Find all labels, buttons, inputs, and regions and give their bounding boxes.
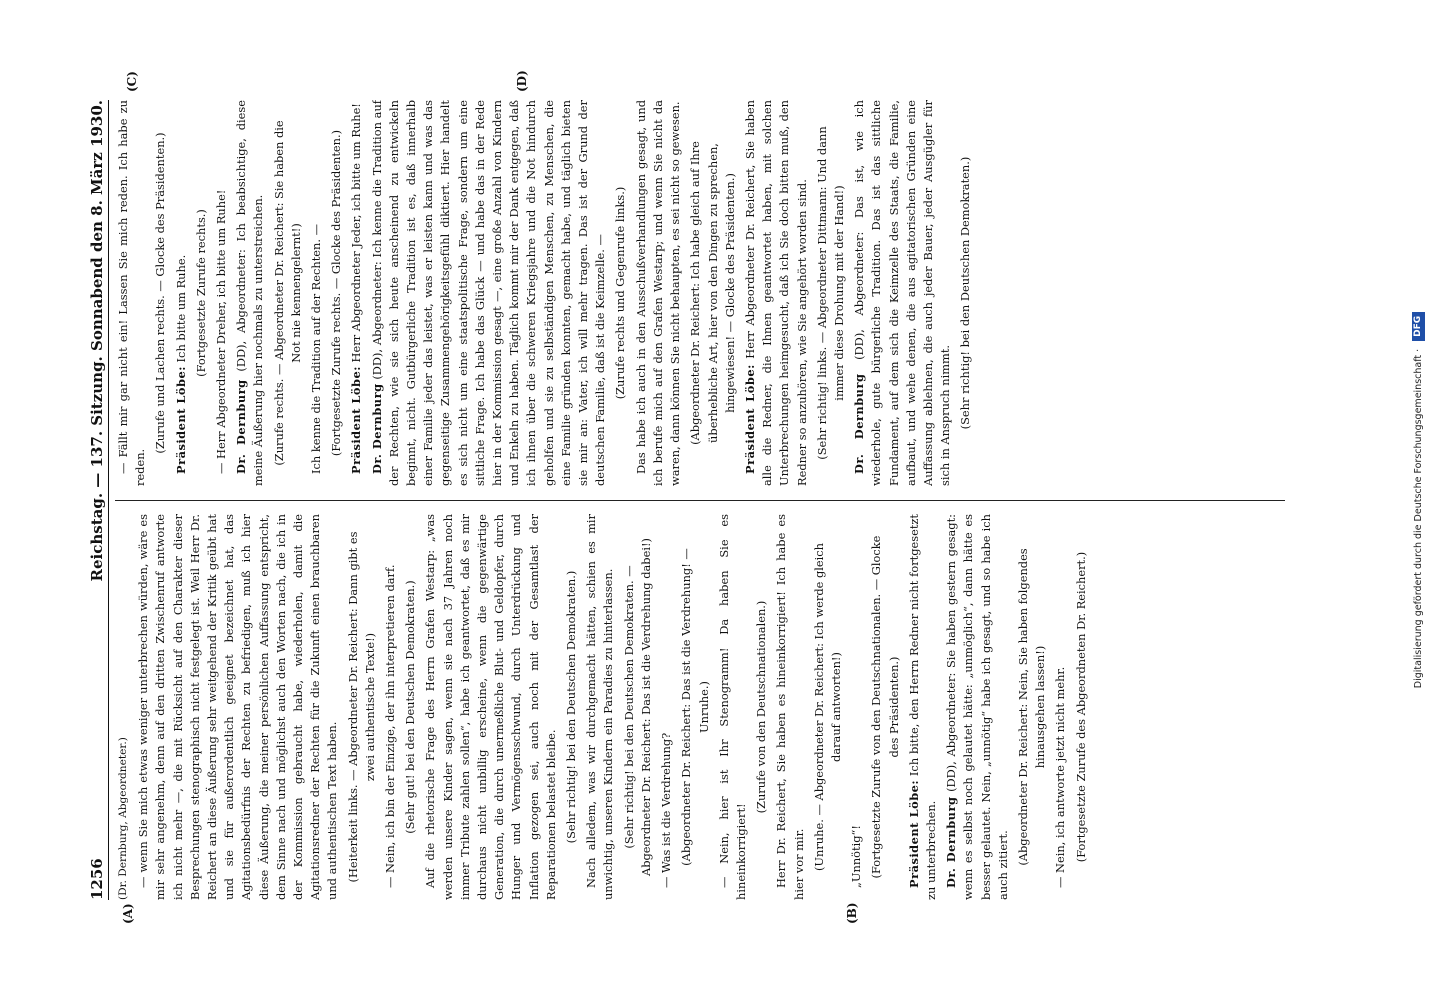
paragraph: — wenn Sie mich etwas weniger unterbrechen würden, wäre es mir sehr angenehm, denn auf den dritten Zwischenruf antworte ich nicht mehr —, die mit Rücksicht auf den Charakter dieser Besprechungen stenographisch nicht festgelegt ist. Weil Herr Dr. Reichert an diese Äußerung sehr weitgehend der Kritik geübt hat und sie für außerordentlich geeignet bezeichnet hat, das Agitationsbedürfnis der Rechten zu befriedigen, muß ich hier diese Äußerung, die meiner persönlichen Auffassung entspricht, dem Sinne nach und möglichst auch den Worten nach, die ich in der Kommission gebraucht habe, wiederholen, damit die Agitationsredner der Rechten für die Zukunft einen brauchbaren und authentischen Text haben.	[136, 514, 340, 900]
speaker-name: Dr. Dernburg	[852, 373, 867, 474]
interjection: (Unruhe. — Abgeordneter Dr. Reichert: Ich werde gleich darauf antworten!)	[811, 542, 843, 872]
speaker-name: Präsident Löbe:	[349, 366, 364, 474]
digitization-credit	[1408, 10, 1428, 990]
left-column	[115, 514, 1285, 900]
paragraph: — Was ist die Verdrehung?	[659, 732, 674, 888]
page-number: 1256	[88, 858, 106, 900]
interjection: (Fortgesetzte Zurufe rechts.)	[193, 209, 208, 377]
speaker-continuation: (Dr. Dernburg, Abgeordneter.)	[117, 737, 129, 900]
paragraph: Ich kenne die Tradition auf der Rechten. —	[309, 224, 324, 474]
speech-text: (DD), Abgeordneter: Sie haben gestern gesagt: wenn es selbst noch gelautet hätte: „unmöglich“, dann hätte es besser gelautet. Nein, „unnötig“ habe ich gesagt, und so habe ich auch zitiert.	[944, 514, 1010, 900]
margin-marker-d: (D)	[515, 70, 529, 92]
rotated-document-page	[85, 70, 1295, 924]
speech-text: Herr Abgeordneter Dr. Reichert, Sie haben alle die Redner, die Ihnen geantwortet haben, mit solchen Unterbrechungen heimgesucht, daß ich Sie doch bitten muß, den Redner so anzuhören, wie Sie angehört worden sind.	[742, 100, 809, 486]
paragraph: Nach alledem, was wir durchgemacht hätten, schien es mir unwichtig, unseren Kindern ein Paradies zu hinterlassen.	[584, 514, 616, 900]
interjection: (Fortgesetzte Zurufe von den Deutschnationalen. — Glocke des Präsidenten.)	[869, 535, 901, 879]
interjection: (Abgeordneter Dr. Reichert: Ich habe gleich auf Ihre überhebliche Art, hier von den Dingen zu sprechen, hingewiesen! — Glocke des Präsidenten.)	[688, 141, 737, 445]
speech-paragraph	[348, 100, 365, 486]
speech-paragraph	[369, 100, 610, 486]
speech-paragraph	[906, 514, 940, 900]
paragraph: Auf die rhetorische Frage des Herrn Grafen Westarp: „was werden unsere Kinder sagen, wenn sie nach 37 Jahren noch immer Tribute zahlen sollen“, habe ich geantwortet, daß es mir durchaus nicht unbillig erscheine, wenn die gegenwärtige Generation, die durch unermeßliche Blut- und Geldopfer, durch Hunger und Vermögensschwund, durch Unterdrückung und Inflation gezogen sei, auch noch mit der Gesamtlast der Reparationen belastet bleibe.	[423, 514, 558, 900]
interjection: (Fortgesetzte Zurufe des Abgeordneten Dr. Reichert.)	[1073, 551, 1088, 863]
speaker-name: Präsident Löbe:	[742, 364, 757, 474]
column-divider	[115, 500, 1285, 501]
interjection: (Sehr richtig! bei den Deutschen Demokraten. — Abgeordneter Dr. Reichert: Das ist die Verdrehung dabei!)	[621, 538, 653, 876]
speaker-name: Präsident Löbe:	[173, 366, 188, 474]
interjection: (Abgeordneter Dr. Reichert: Das ist die Verdrehung! — Unruhe.)	[679, 548, 711, 866]
speech-paragraph	[173, 100, 190, 486]
speech-text: (DD), Abgeordneter: Ich beabsichtige, diese meine Äußerung hier nochmals zu unterstreichen.	[234, 100, 266, 486]
speech-paragraph	[943, 514, 1012, 900]
paragraph: — Nein, ich antworte jetzt nicht mehr.	[1053, 666, 1068, 888]
interjection: (Sehr richtig! bei den Deutschen Demokraten.)	[958, 156, 973, 430]
interjection: (Sehr richtig! links. — Abgeordneter Dittmann: Und dann immer diese Drohung mit der Hand!)	[814, 126, 846, 460]
page-title: Reichstag. — 137. Sitzung. Sonnabend den 8. März 1930.	[88, 100, 106, 582]
interjection: (Sehr gut! bei den Deutschen Demokraten.)	[403, 580, 418, 834]
interjection: (Abgeordneter Dr. Reichert: Nein, Sie haben folgendes hinausgehen lassen!)	[1015, 548, 1048, 866]
speech-paragraph	[851, 100, 954, 486]
speaker-name: Präsident Löbe:	[906, 779, 921, 888]
margin-marker-b: (B)	[845, 902, 859, 924]
interjection: (Fortgesetzte Zurufe rechts. — Glocke des Präsidenten.)	[329, 129, 344, 457]
paragraph: Das habe ich auch in den Ausschußverhandlungen gesagt, und ich berufe mich auf den Grafen Westarp; und wenn Sie nicht da waren, dann können Sie nicht behaupten, es sei nicht so gewesen.	[633, 100, 683, 486]
speech-text: (DD), Abgeordneter: Ich kenne die Tradition auf der Rechten, wie sie sich heute anscheinend zu entwickeln beginnt, nicht. Gutbürgerliche Tradition ist es, daß innerhalb einer Familie jeder das leistet, was er leisten kann und was das gegenseitige Zusammengehörigkeitsgefühl diktiert. Hier handelt es sich nicht um eine staatspolitische Frage, sondern um eine sittliche Frage. Ich habe das Glück — und habe das in der Rede hier in der Kommission gesagt —, eine große Anzahl von Kindern und Enkeln zu haben. Täglich kommt mir der Dank entgegen, daß ich ihnen über die schweren Kriegsjahre und die Not hindurch geholfen und sie zu selbständigen Menschen, zu Menschen, die eine Familie gründen konnten, gemacht habe, und täglich bieten sie mir an: Vater, ich will mehr tragen. Das ist der Grund der deutschen Familie, daß ist die Keimzelle. —	[369, 100, 608, 486]
speech-paragraph	[233, 100, 267, 486]
speech-text: (DD), Abgeordneter: Das ist, wie ich wiederhole, gute bürgerliche Tradition. Das ist das sittliche Fundament, auf dem sich die Keimzelle des Staats, die Familie, aufbaut, und wehe denen, die aus agitatorischen Gründen eine Auffassung ablehnen, die auch jeder Bauer, jeder Ausgügler für sich in Anspruch nimmt.	[852, 100, 953, 486]
speaker-name: Dr. Dernburg	[234, 379, 249, 474]
paragraph: — Nein, ich bin der Einzige, der ihn interpretieren darf.	[383, 564, 398, 888]
speaker-name: Dr. Dernburg	[369, 383, 384, 474]
interjection: (Zurufe und Lachen rechts. — Glocke des Präsidenten.)	[153, 132, 168, 454]
margin-marker-a: (A)	[121, 903, 135, 924]
dfg-logo: DFG	[1412, 312, 1425, 341]
paragraph: — Herr Abgeordneter Dreher, ich bitte um Ruhe!	[214, 189, 229, 474]
speaker-name: Dr. Dernburg	[944, 796, 959, 888]
credit-text: Digitalisierung gefördert durch die Deutsche Forschungsgemeinschaft ·	[1412, 348, 1424, 689]
interjection: (Heiterkeit links. — Abgeordneter Dr. Reichert: Dann gibt es zwei authentische Texte!)	[345, 531, 377, 883]
margin-marker-c: (C)	[125, 71, 139, 92]
paragraph: Herr Dr. Reichert, Sie haben es hineinkorrigiert! Ich habe es hier vor mir.	[774, 514, 806, 900]
paragraph: — Fällt mir gar nicht ein! Lassen Sie mich reden. Ich habe zu reden.	[116, 100, 148, 486]
interjection: (Sehr richtig! bei den Deutschen Demokraten.)	[564, 570, 579, 844]
paragraph: — Nein, hier ist Ihr Stenogramm! Da haben Sie es hineinkorrigiert!	[716, 514, 748, 900]
speech-text: Ich bitte um Ruhe.	[173, 254, 188, 363]
interjection: (Zurufe rechts und Gegenrufe links.)	[613, 186, 628, 400]
speech-text: Ich bitte, den Herrn Redner nicht fortgesetzt zu unterbrechen.	[906, 514, 938, 900]
interjection: (Zurufe rechts. — Abgeordneter Dr. Reichert: Sie haben die Not nie kennengelernt!)	[271, 120, 303, 466]
page-header	[85, 100, 109, 900]
paragraph: „Unnötig“!	[849, 825, 864, 888]
interjection: (Zurufe von den Deutschnationalen.)	[754, 600, 769, 814]
right-column	[115, 100, 1285, 486]
speech-paragraph	[742, 100, 811, 486]
speech-text: Herr Abgeordneter Jeder, ich bitte um Ruhe!	[349, 103, 364, 363]
